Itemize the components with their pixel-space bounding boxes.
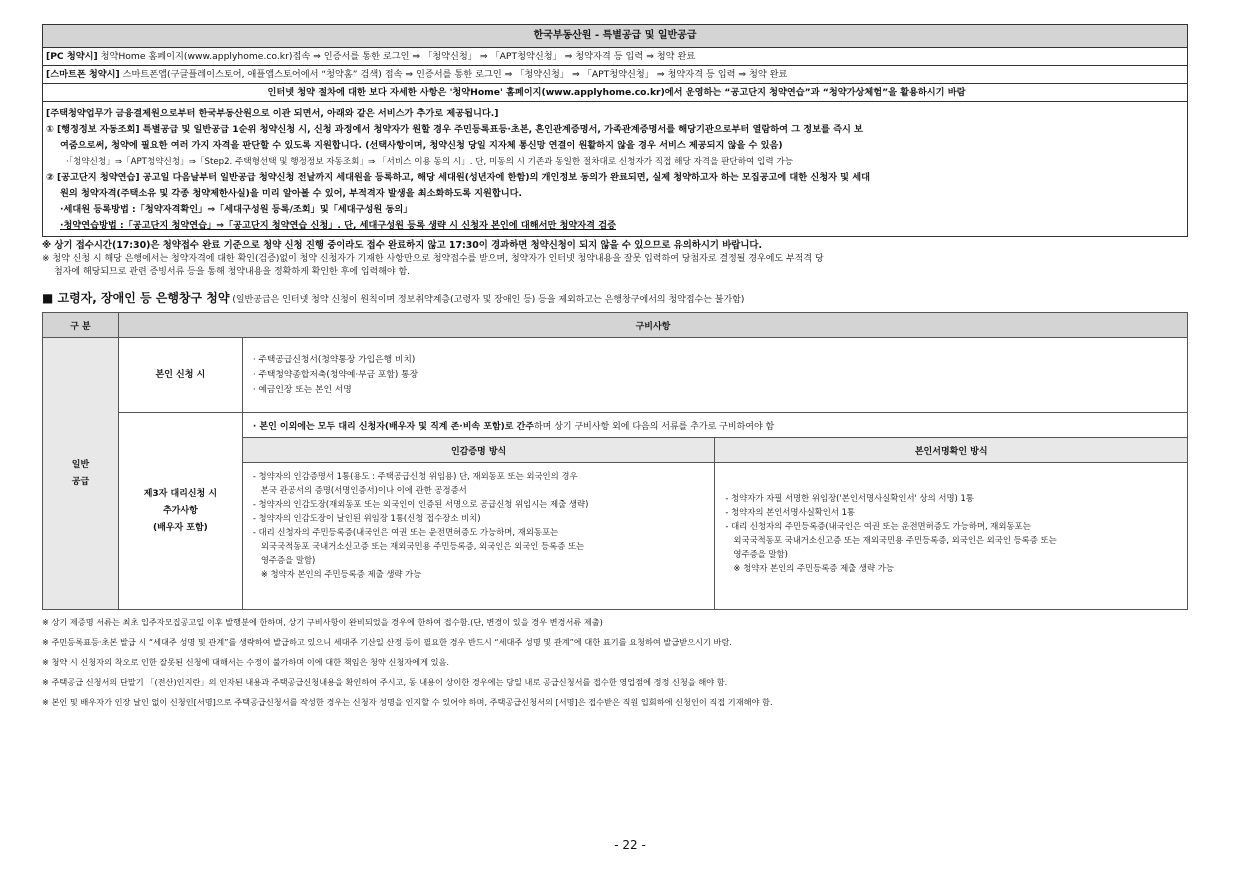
self-application-items (242, 338, 1187, 413)
footnote: ※ 상기 제증명 서류는 최초 입주자모집공고일 이후 발행분에 한하며, 상기 구비사항이 완비되었을 경우에 한하여 접수함.(단, 변경이 있을 경우 변경서류 제출) (42, 617, 603, 627)
mobile-label: [스마트폰 청약시] (46, 69, 120, 80)
proxy-note-bold: · 본인 이외에는 모두 대리 신청자(배우자 및 직계 존·비속 포함)로 간주 (252, 421, 534, 432)
footnote: ※ 주민등록표등·초본 발급 시 “세대주 성명 및 관계”를 생략하여 발급하고 있으니 세대주 기산일 산정 등이 필요한 경우 반드시 “세대주 성명 및 관계”에 대한 표기를 요청하여 발급받으시기 바람. (42, 637, 732, 647)
signature-method-header: 본인서명확인 방식 (715, 438, 1188, 463)
list-item: 외국국적동포 국내거소신고증 또는 재외국민용 주민등록증, 외국인은 외국인 등록증 또는 (260, 541, 585, 551)
procedure-notice: 인터넷 청약 절차에 대한 보다 자세한 사항은 '청약Home' 홈페이지(www.applyhome.co.kr)에서 운영하는 “공고단지 청약연습”과 “청약가상체험”을 활용하시기 바람 (267, 87, 966, 98)
list-item: - 청약자가 자필 서명한 위임장('본인서명사실확인서' 상의 서명) 1통 (725, 493, 974, 503)
list-item: 본국 관공서의 증명(서명인증서)이나 이에 관한 공정증서 (260, 485, 467, 495)
services-intro: [주택청약업무가 금융결제원으로부터 한국부동산원으로 이관 되면서, 아래와 같은 서비스가 추가로 제공됩니다.] (46, 108, 499, 119)
top-notes (42, 238, 1188, 279)
application-procedure-box (42, 24, 1188, 102)
list-item: ※ 청약자 본인의 주민등록증 제출 생략 가능 (260, 569, 422, 579)
footnote: ※ 청약 시 신청자의 착오로 인한 잘못된 신청에 대해서는 수정이 불가하며 이에 대한 책임은 청약 신청자에게 있음. (42, 657, 450, 667)
list-item: 외국국적동포 국내거소신고증 또는 재외국민용 주민등록증, 외국인은 외국인 등록증 또는 (733, 535, 1057, 545)
footnotes (42, 612, 1188, 712)
list-item: · 주택청약종합저축(청약예·부금 포함) 통장 (252, 369, 419, 380)
col-header-requirements: 구비사항 (118, 313, 1187, 338)
footnote: ※ 본인 및 배우자가 인장 날인 없이 신청인[서명]으로 주택공급신청서를 작성한 경우는 신청자 성명을 인지할 수 있어야 하며, 주택공급신청서의 [서명]은 접수받은 직원 입회하에 신청인이 직접 기재해야 함. (42, 697, 773, 707)
section-title: ■ 고령자, 장애인 등 은행창구 청약 (42, 291, 230, 305)
list-item: - 청약자의 인감증명서 1통(용도 : 주택공급신청 위임용) 단, 재외동포 또는 외국인의 경우 (252, 471, 578, 481)
bank-note-line-2: 첨자에 해당되므로 관련 증빙서류 등을 통해 청약내용을 정확하게 확인한 후에 입력해야 함. (54, 267, 411, 277)
list-item: ※ 청약자 본인의 주민등록증 제출 생략 가능 (733, 563, 894, 573)
mobile-text: 스마트폰앱(구글플레이스토어, 애플앱스토어에서 “청약홈” 검색) 접속 ⇒ 인증서를 통한 로그인 ⇒ 「청약신청」 ⇒ 「APT청약신청」 ⇒ 청약자격 등 입력 ⇒ 청약 완료 (119, 69, 788, 80)
list-item: - 청약자의 본인서명사실확인서 1통 (725, 507, 856, 517)
service-2-sub-1: ·세대원 등록방법 :「청약자격확인」⇒「세대구성원 등록/조회」및「세대구성원 동의」 (60, 204, 413, 215)
list-item: 영주증을 말함) (733, 549, 788, 559)
list-item: - 청약자의 인감도장이 날인된 위임장 1통(신청 접수장소 비치) (252, 513, 481, 523)
service-2-sub-2: ·청약연습방법 :「공고단지 청약연습」⇒「공고단지 청약연습 신청」. 단, 세대구성원 등록 생략 시 신청자 본인에 대해서만 청약자격 검증 (60, 220, 617, 231)
proxy-application-label: 제3자 대리신청 시 추가사항 (배우자 포함) (118, 413, 242, 610)
service-2-line-2: 원의 청약자격(주택소유 및 각종 청약제한사실)을 미리 알아볼 수 있어, 부적격자 발생을 최소화하도록 지원합니다. (60, 188, 523, 199)
requirements-table (42, 312, 1188, 610)
proxy-note (242, 413, 1187, 438)
list-item: · 주택공급신청서(청약통장 가입은행 비치) (252, 354, 416, 365)
bank-note-line-1: ※ 청약 신청 시 해당 은행에서는 청약자격에 대한 확인(검증)없이 청약 신청자가 기재한 사항만으로 청약접수를 받으며, 청약자가 인터넷 청약내용을 잘못 입력하여 당첨자로 결정될 경우에도 부적격 당 (42, 254, 824, 264)
pc-label: [PC 청약시] (46, 51, 98, 62)
deadline-note: ※ 상기 접수시간(17:30)은 청약접수 완료 기준으로 청약 신청 진행 중이라도 접수 완료하지 않고 17:30이 경과하면 청약신청이 되지 않을 수 있으므로 유의하시기 바랍니다. (42, 240, 763, 251)
section-heading (42, 287, 1188, 309)
list-item: - 대리 신청자의 주민등록증(내국인은 여권 또는 운전면허증도 가능하며, 재외동포는 (252, 527, 559, 537)
section-desc: (일반공급은 인터넷 청약 신청이 원칙이며 정보취약계층(고령자 및 장애인 등) 등을 제외하고는 은행창구에서의 청약접수는 불가함) (229, 295, 745, 305)
list-item: - 청약자의 인감도장(재외동포 또는 외국인이 인증된 서명으로 공급신청 위임시는 제출 생략) (252, 499, 589, 509)
service-1-sub: ·「청약신청」⇒「APT청약신청」⇒「Step2. 주택형선택 및 행정정보 자동조회」⇒ 「서비스 이용 동의 시」. 단, 미동의 시 기존과 동일한 절차대로 신청자가 직접 해당 자격을 판단하여 입력 가능 (66, 157, 793, 167)
page-content (42, 24, 1188, 712)
procedure-header: 한국부동산원 - 특별공급 및 일반공급 (43, 25, 1187, 48)
proxy-note-rest: 하며 상기 구비사항 외에 다음의 서류를 추가로 구비하여야 함 (533, 421, 775, 432)
mobile-procedure-row (43, 66, 1187, 84)
list-item: · 예금인장 또는 본인 서명 (252, 384, 352, 395)
pc-procedure-row (43, 48, 1187, 66)
page-number: - 22 - (614, 838, 646, 852)
pc-text: 청약Home 홈페이지(www.applyhome.co.kr)접속 ⇒ 인증서를 통한 로그인 ⇒ 「청약신청」 ⇒ 「APT청약신청」 ⇒ 청약자격 등 입력 ⇒ 청약 완료 (97, 51, 696, 62)
seal-method-header: 인감증명 방식 (242, 438, 715, 463)
seal-method-items (242, 463, 715, 610)
added-services-box (42, 102, 1188, 237)
footnote: ※ 주택공급 신청서의 단말기 「(전산)인지란」의 인자된 내용과 주택공급신청내용을 확인하여 주시고, 동 내용이 상이한 경우에는 당일 내로 공급신청서를 접수한 영업점에 정정 신청을 해야 함. (42, 677, 728, 687)
service-2-line-1: ② [공고단지 청약연습] 공고일 다음날부터 일반공급 청약신청 전날까지 세대원을 등록하고, 해당 세대원(성년자에 한함)의 개인정보 동의가 완료되면, 실제 청약하고자 하는 모집공고에 대한 신청자 및 세대 (46, 172, 871, 183)
self-application-label: 본인 신청 시 (118, 338, 242, 413)
service-1-line-2: 여줌으로써, 청약에 필요한 여러 가지 자격을 판단할 수 있도록 지원합니다. (선택사항이며, 청약신청 당일 지자체 통신망 연결이 원활하지 않을 경우 서비스 제공되지 않을 수 있음) (60, 140, 783, 151)
list-item: 영주증을 말함) (260, 555, 316, 565)
category-general-supply: 일반 공급 (43, 338, 119, 610)
signature-method-items (715, 463, 1188, 610)
list-item: - 대리 신청자의 주민등록증(내국인은 여권 또는 운전면허증도 가능하며, 재외동포는 (725, 521, 1031, 531)
service-1-line-1: ① [행정정보 자동조회] 특별공급 및 일반공급 1순위 청약신청 시, 신청 과정에서 청약자가 원할 경우 주민등록표등·초본, 혼인관계증명서, 가족관계증명서를 해당기관으로부터 열람하여 그 정보를 즉시 보 (46, 124, 863, 135)
col-header-category: 구 분 (43, 313, 119, 338)
